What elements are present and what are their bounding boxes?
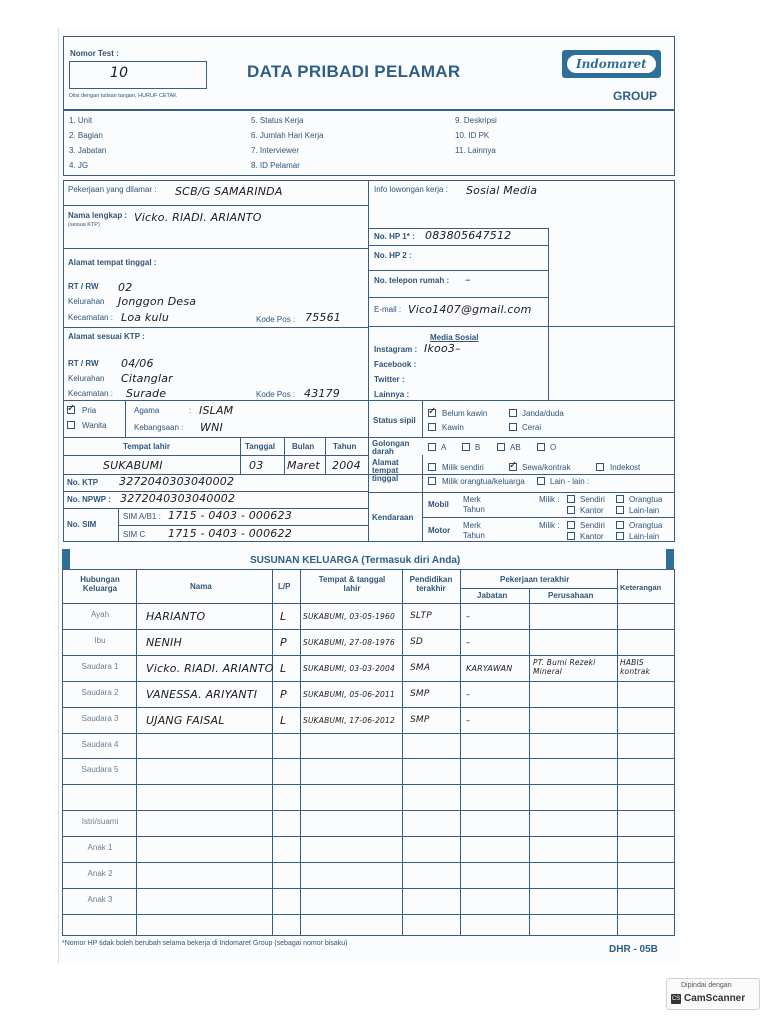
telp-label: No. telepon rumah : bbox=[374, 276, 450, 285]
nomor-test-box[interactable] bbox=[69, 61, 207, 89]
cell-lp[interactable]: P bbox=[280, 687, 287, 701]
hdr-keterangan: Keterangan bbox=[620, 583, 662, 592]
belum-kawin-label: Belum kawin bbox=[442, 409, 488, 418]
gol-ab-checkbox[interactable] bbox=[497, 443, 505, 451]
sim-c-value[interactable]: 1715 - 0403 - 000622 bbox=[168, 527, 292, 540]
milik-ortu-checkbox[interactable] bbox=[428, 477, 436, 485]
motor-sendiri-label: Sendiri bbox=[580, 521, 605, 530]
table-row-line bbox=[62, 914, 675, 915]
cell-rel: Anak 1 bbox=[87, 843, 113, 853]
cell-jab[interactable]: – bbox=[466, 715, 471, 725]
office-field: 8. ID Pelamar bbox=[251, 161, 300, 170]
bulan-value[interactable]: Maret bbox=[287, 459, 320, 472]
mobil-orangtua-checkbox[interactable] bbox=[616, 495, 624, 503]
indekost-label: Indekost bbox=[610, 463, 641, 472]
cell-pend[interactable]: SMA bbox=[410, 662, 431, 673]
cell-lp[interactable]: L bbox=[280, 713, 287, 727]
cell-lp[interactable]: P bbox=[280, 635, 287, 649]
janda-duda-checkbox[interactable] bbox=[509, 409, 517, 417]
table-row-line bbox=[62, 655, 675, 656]
mobil-orangtua-label: Orangtua bbox=[629, 495, 663, 504]
ktp-value[interactable]: 3272040303040002 bbox=[119, 475, 235, 488]
camscanner-icon: CS bbox=[671, 996, 681, 1002]
office-field: 9. Deskripsi bbox=[455, 116, 497, 125]
cell-rel: Saudara 3 bbox=[81, 713, 119, 723]
cerai-label: Cerai bbox=[522, 423, 542, 432]
kawin-checkbox[interactable] bbox=[428, 423, 436, 431]
janda-duda-label: Janda/duda bbox=[522, 409, 564, 418]
cell-jab[interactable]: – bbox=[466, 637, 471, 647]
npwp-label: No. NPWP : bbox=[67, 495, 111, 504]
ktp-label: No. KTP bbox=[67, 478, 99, 487]
kecamatan-label: Kecamatan : bbox=[68, 313, 113, 322]
check-mark-icon: ✓ bbox=[67, 403, 76, 414]
form-code: DHR - 05B bbox=[609, 944, 658, 955]
cell-jab[interactable]: – bbox=[466, 612, 471, 621]
gol-o-checkbox[interactable] bbox=[537, 443, 545, 451]
tahun-value[interactable]: 2004 bbox=[332, 459, 361, 472]
ktp-kelurahan-value[interactable]: Citanglar bbox=[121, 372, 173, 385]
office-field: 3. Jabatan bbox=[69, 146, 107, 155]
table-row-line bbox=[62, 888, 675, 889]
hdr-nama: Nama bbox=[190, 582, 212, 591]
kodepos-label: Kode Pos : bbox=[256, 315, 296, 324]
media-sosial-label: Media Sosial bbox=[430, 333, 479, 342]
sim-a-label: SIM A/B1 : bbox=[123, 512, 161, 521]
mobil-label: Mobil bbox=[428, 500, 449, 509]
tempat-lahir-label: Tempat lahir bbox=[123, 442, 170, 451]
milik-sendiri-checkbox[interactable] bbox=[428, 463, 436, 471]
camscanner-badge bbox=[666, 978, 760, 1010]
cell-nama[interactable]: HARIANTO bbox=[146, 610, 206, 623]
lain-lain-label: Lain - lain : bbox=[550, 477, 590, 486]
status-sipil-label: Status sipil bbox=[373, 416, 416, 425]
table-row-line bbox=[62, 810, 675, 811]
gol-b-checkbox[interactable] bbox=[462, 443, 470, 451]
table-row-line bbox=[62, 784, 675, 785]
nama-sub: (sesuai KTP) bbox=[68, 222, 100, 228]
rtrw-value[interactable]: 02 bbox=[118, 281, 133, 294]
ktp-kodepos-value[interactable]: 43179 bbox=[304, 387, 340, 400]
tanggal-label: Tanggal bbox=[245, 442, 276, 451]
table-row-line bbox=[62, 629, 675, 630]
mobil-sendiri-label: Sendiri bbox=[580, 495, 605, 504]
family-section-title: SUSUNAN KELUARGA (Termasuk diri Anda) bbox=[250, 555, 461, 566]
camscanner-line1: Dipindai dengan bbox=[681, 982, 732, 989]
gol-ab-label: AB bbox=[510, 443, 521, 452]
cell-jab[interactable]: – bbox=[466, 689, 471, 699]
indomaret-logo bbox=[562, 50, 661, 78]
alamat-tinggal-label: Alamat tempat tinggal : bbox=[68, 258, 157, 267]
camscanner-line2: CamScanner bbox=[684, 993, 746, 1004]
family-section-band-right bbox=[666, 549, 674, 569]
table-row-line bbox=[62, 836, 675, 837]
motor-kantor-label: Kantor bbox=[580, 532, 604, 541]
ktp-kelurahan-label: Kelurahan bbox=[68, 374, 105, 383]
ktp-kecamatan-value[interactable]: Surade bbox=[126, 387, 167, 400]
footer-note: *Nomor HP tidak boleh berubah selama bekerja di Indomaret Group (sebagai nomor bisaku) bbox=[62, 940, 348, 947]
kendaraan-label: Kendaraan bbox=[372, 513, 414, 522]
nomor-test-value: 10 bbox=[110, 65, 129, 81]
kebangsaan-value[interactable]: WNI bbox=[200, 421, 223, 434]
cell-nama[interactable]: VANESSA. ARIYANTI bbox=[146, 687, 258, 701]
info-lowongan-label: Info lowongan kerja : bbox=[374, 185, 448, 194]
table-row-line bbox=[62, 758, 675, 759]
sewa-label: Sewa/kontrak bbox=[522, 463, 571, 472]
wanita-label: Wanita bbox=[82, 421, 107, 430]
cell-lp[interactable]: L bbox=[280, 661, 287, 675]
office-field: 5. Status Kerja bbox=[251, 116, 304, 125]
cell-jab[interactable]: KARYAWAN bbox=[466, 663, 513, 673]
motor-milik-label: Milik : bbox=[539, 521, 560, 530]
cell-rel: Saudara 5 bbox=[81, 765, 119, 775]
mobil-sendiri-checkbox[interactable] bbox=[567, 495, 575, 503]
kebangsaan-label: Kebangsaan : bbox=[134, 423, 184, 432]
kecamatan-value[interactable]: Loa kulu bbox=[121, 311, 170, 324]
check-mark-icon: ✓ bbox=[509, 460, 518, 471]
office-field: 1. Unit bbox=[69, 116, 93, 125]
office-field: 10. ID PK bbox=[455, 131, 490, 140]
cell-ttl[interactable]: SUKABUMI, 17-06-2012 bbox=[303, 715, 395, 725]
telp-value[interactable]: – bbox=[465, 273, 471, 286]
tanggal-value[interactable]: 03 bbox=[249, 459, 264, 472]
cell-per[interactable]: PT. Bumi Rezeki Mineral bbox=[533, 657, 596, 676]
hp2-label: No. HP 2 : bbox=[374, 251, 412, 260]
cell-nama[interactable]: UJANG FAISAL bbox=[146, 713, 225, 727]
tahun-kend-label: Tahun bbox=[463, 505, 485, 514]
sim-label: No. SIM bbox=[67, 520, 97, 529]
cell-pend[interactable]: SD bbox=[410, 636, 424, 647]
instagram-value[interactable]: Ikoo3– bbox=[424, 342, 461, 355]
lainnya-label: Lainnya : bbox=[374, 390, 410, 399]
cell-ttl[interactable]: SUKABUMI, 27-08-1976 bbox=[303, 637, 395, 647]
motor-orangtua-checkbox[interactable] bbox=[616, 521, 624, 529]
merk-label: Merk bbox=[463, 495, 481, 504]
hp1-label: No. HP 1* : bbox=[374, 232, 415, 241]
alamat-ktp-label: Alamat sesuai KTP : bbox=[68, 332, 145, 341]
alamat-tempat-label: Alamat tempat tinggal bbox=[372, 458, 399, 483]
mobil-kantor-checkbox[interactable] bbox=[567, 506, 575, 514]
hdr-hubungan: Hubungan Keluarga bbox=[80, 575, 120, 593]
sim-a-value[interactable]: 1715 - 0403 - 000623 bbox=[168, 509, 292, 522]
hdr-jabatan: Jabatan bbox=[477, 591, 508, 600]
cerai-checkbox[interactable] bbox=[509, 423, 517, 431]
milik-ortu-label: Milik orangtua/keluarga bbox=[442, 477, 525, 486]
kawin-label: Kawin bbox=[442, 423, 464, 432]
mobil-lainlain-label: Lain-lain bbox=[629, 506, 660, 515]
instagram-label: Instagram : bbox=[374, 345, 418, 354]
milik-label: Milik : bbox=[539, 495, 560, 504]
office-field: 2. Bagian bbox=[69, 131, 103, 140]
bulan-label: Bulan bbox=[292, 442, 315, 451]
office-field: 11. Lainnya bbox=[455, 146, 496, 155]
gol-a-label: A bbox=[441, 443, 447, 452]
mobil-kantor-label: Kantor bbox=[580, 506, 604, 515]
hdr-pendidikan: Pendidikan terakhir bbox=[409, 575, 453, 593]
cell-pend[interactable]: SLTP bbox=[410, 611, 432, 621]
table-row-line bbox=[62, 733, 675, 734]
cell-rel: Anak 2 bbox=[87, 869, 113, 878]
motor-tahun-label: Tahun bbox=[463, 531, 485, 540]
cell-ket[interactable]: HABIS kontrak bbox=[620, 657, 651, 676]
page-title: DATA PRIBADI PELAMAR bbox=[247, 62, 461, 81]
golongan-label: Golongan darah bbox=[372, 439, 410, 456]
table-row-line bbox=[62, 862, 675, 863]
gol-o-label: O bbox=[550, 443, 557, 452]
gol-b-label: B bbox=[475, 443, 481, 452]
cell-ttl[interactable]: SUKABUMI, 03-05-1960 bbox=[303, 612, 395, 621]
nomor-test-label: Nomor Test : bbox=[70, 49, 119, 58]
motor-lainlain-label: Lain-lain bbox=[629, 532, 660, 541]
ktp-rtrw-label: RT / RW bbox=[68, 359, 99, 368]
cell-ttl[interactable]: SUKABUMI, 03-03-2004 bbox=[303, 663, 395, 673]
hdr-lp: L/P bbox=[278, 582, 291, 591]
table-row-line bbox=[62, 681, 675, 682]
pekerjaan-value[interactable]: SCB/G SAMARINDA bbox=[175, 185, 283, 198]
agama-value[interactable]: ISLAM bbox=[199, 404, 234, 417]
pria-label: Pria bbox=[82, 406, 97, 415]
cell-rel: Istri/suami bbox=[81, 817, 119, 827]
cell-pend[interactable]: SMP bbox=[410, 714, 430, 725]
motor-lainlain-checkbox[interactable] bbox=[616, 532, 624, 540]
family-table bbox=[62, 569, 675, 936]
milik-sendiri-label: Milik sendiri bbox=[442, 463, 484, 472]
group-label: GROUP bbox=[613, 89, 658, 103]
facebook-label: Facebook : bbox=[374, 360, 417, 369]
nama-label: Nama lengkap : bbox=[68, 211, 128, 220]
motor-merk-label: Merk bbox=[463, 521, 481, 530]
nama-value[interactable]: Vicko. RIADI. ARIANTO bbox=[134, 211, 262, 224]
agama-label: Agama bbox=[134, 406, 160, 415]
cell-pend[interactable]: SMP bbox=[410, 688, 430, 699]
cell-ttl[interactable]: SUKABUMI, 05-06-2011 bbox=[303, 689, 395, 699]
office-use-section bbox=[63, 110, 675, 176]
ktp-kecamatan-label: Kecamatan : bbox=[68, 389, 113, 398]
tempat-lahir-value[interactable]: SUKABUMI bbox=[103, 459, 163, 472]
logo-text: Indomaret bbox=[576, 57, 647, 71]
sim-c-label: SIM C bbox=[123, 530, 146, 539]
office-field: 4. JG bbox=[69, 161, 89, 170]
check-mark-icon: ✓ bbox=[428, 406, 437, 417]
cell-nama[interactable]: Vicko. RIADI. ARIANTO bbox=[146, 661, 274, 675]
cell-rel: Saudara 2 bbox=[81, 687, 119, 697]
hdr-pekerjaan: Pekerjaan terakhir bbox=[500, 575, 570, 584]
indekost-checkbox[interactable] bbox=[596, 463, 604, 471]
gol-a-checkbox[interactable] bbox=[428, 443, 436, 451]
kelurahan-label: Kelurahan bbox=[68, 297, 105, 306]
office-field: 6. Jumlah Hari Kerja bbox=[251, 131, 324, 140]
motor-sendiri-checkbox[interactable] bbox=[567, 521, 575, 529]
table-row-line bbox=[62, 707, 675, 708]
email-label: E-mail : bbox=[374, 305, 402, 314]
hdr-perusahaan: Perusahaan bbox=[548, 591, 594, 600]
fill-hint: Diisi dengan tulisan tangan, HURUF CETAK bbox=[69, 93, 177, 99]
rtrw-label: RT / RW bbox=[68, 282, 99, 291]
mobil-lainlain-checkbox[interactable] bbox=[616, 506, 624, 514]
pekerjaan-label: Pekerjaan yang dilamar : bbox=[68, 185, 157, 194]
cell-rel: Saudara 1 bbox=[81, 661, 119, 671]
motor-kantor-checkbox[interactable] bbox=[567, 532, 575, 540]
hp1-value[interactable]: 083805647512 bbox=[425, 229, 512, 242]
family-section-band-left bbox=[62, 549, 70, 569]
motor-orangtua-label: Orangtua bbox=[629, 521, 663, 530]
cell-rel: Ayah bbox=[90, 610, 110, 619]
cell-rel: Ibu bbox=[94, 635, 106, 645]
email-value[interactable]: Vico1407@gmail.com bbox=[408, 303, 532, 316]
info-lowongan-value[interactable]: Sosial Media bbox=[466, 184, 538, 197]
cell-nama[interactable]: NENIH bbox=[146, 635, 182, 649]
hdr-ttl: Tempat & tanggal lahir bbox=[318, 575, 386, 593]
agama-colon: : bbox=[189, 406, 192, 415]
kelurahan-value[interactable]: Jonggon Desa bbox=[118, 295, 197, 308]
cell-lp[interactable]: L bbox=[280, 610, 287, 623]
tahun-label: Tahun bbox=[333, 442, 357, 451]
ktp-rtrw-value[interactable]: 04/06 bbox=[121, 357, 154, 370]
wanita-checkbox[interactable] bbox=[67, 421, 75, 429]
lain-lain-checkbox[interactable] bbox=[537, 477, 545, 485]
office-field: 7. Interviewer bbox=[251, 146, 300, 155]
cell-rel: Anak 3 bbox=[87, 894, 113, 904]
cell-rel: Saudara 4 bbox=[81, 739, 119, 749]
npwp-value[interactable]: 3272040303040002 bbox=[120, 492, 236, 505]
ktp-kodepos-label: Kode Pos : bbox=[256, 390, 296, 399]
motor-label: Motor bbox=[428, 526, 451, 535]
kodepos-value[interactable]: 75561 bbox=[305, 311, 341, 324]
twitter-label: Twitter : bbox=[374, 375, 405, 384]
